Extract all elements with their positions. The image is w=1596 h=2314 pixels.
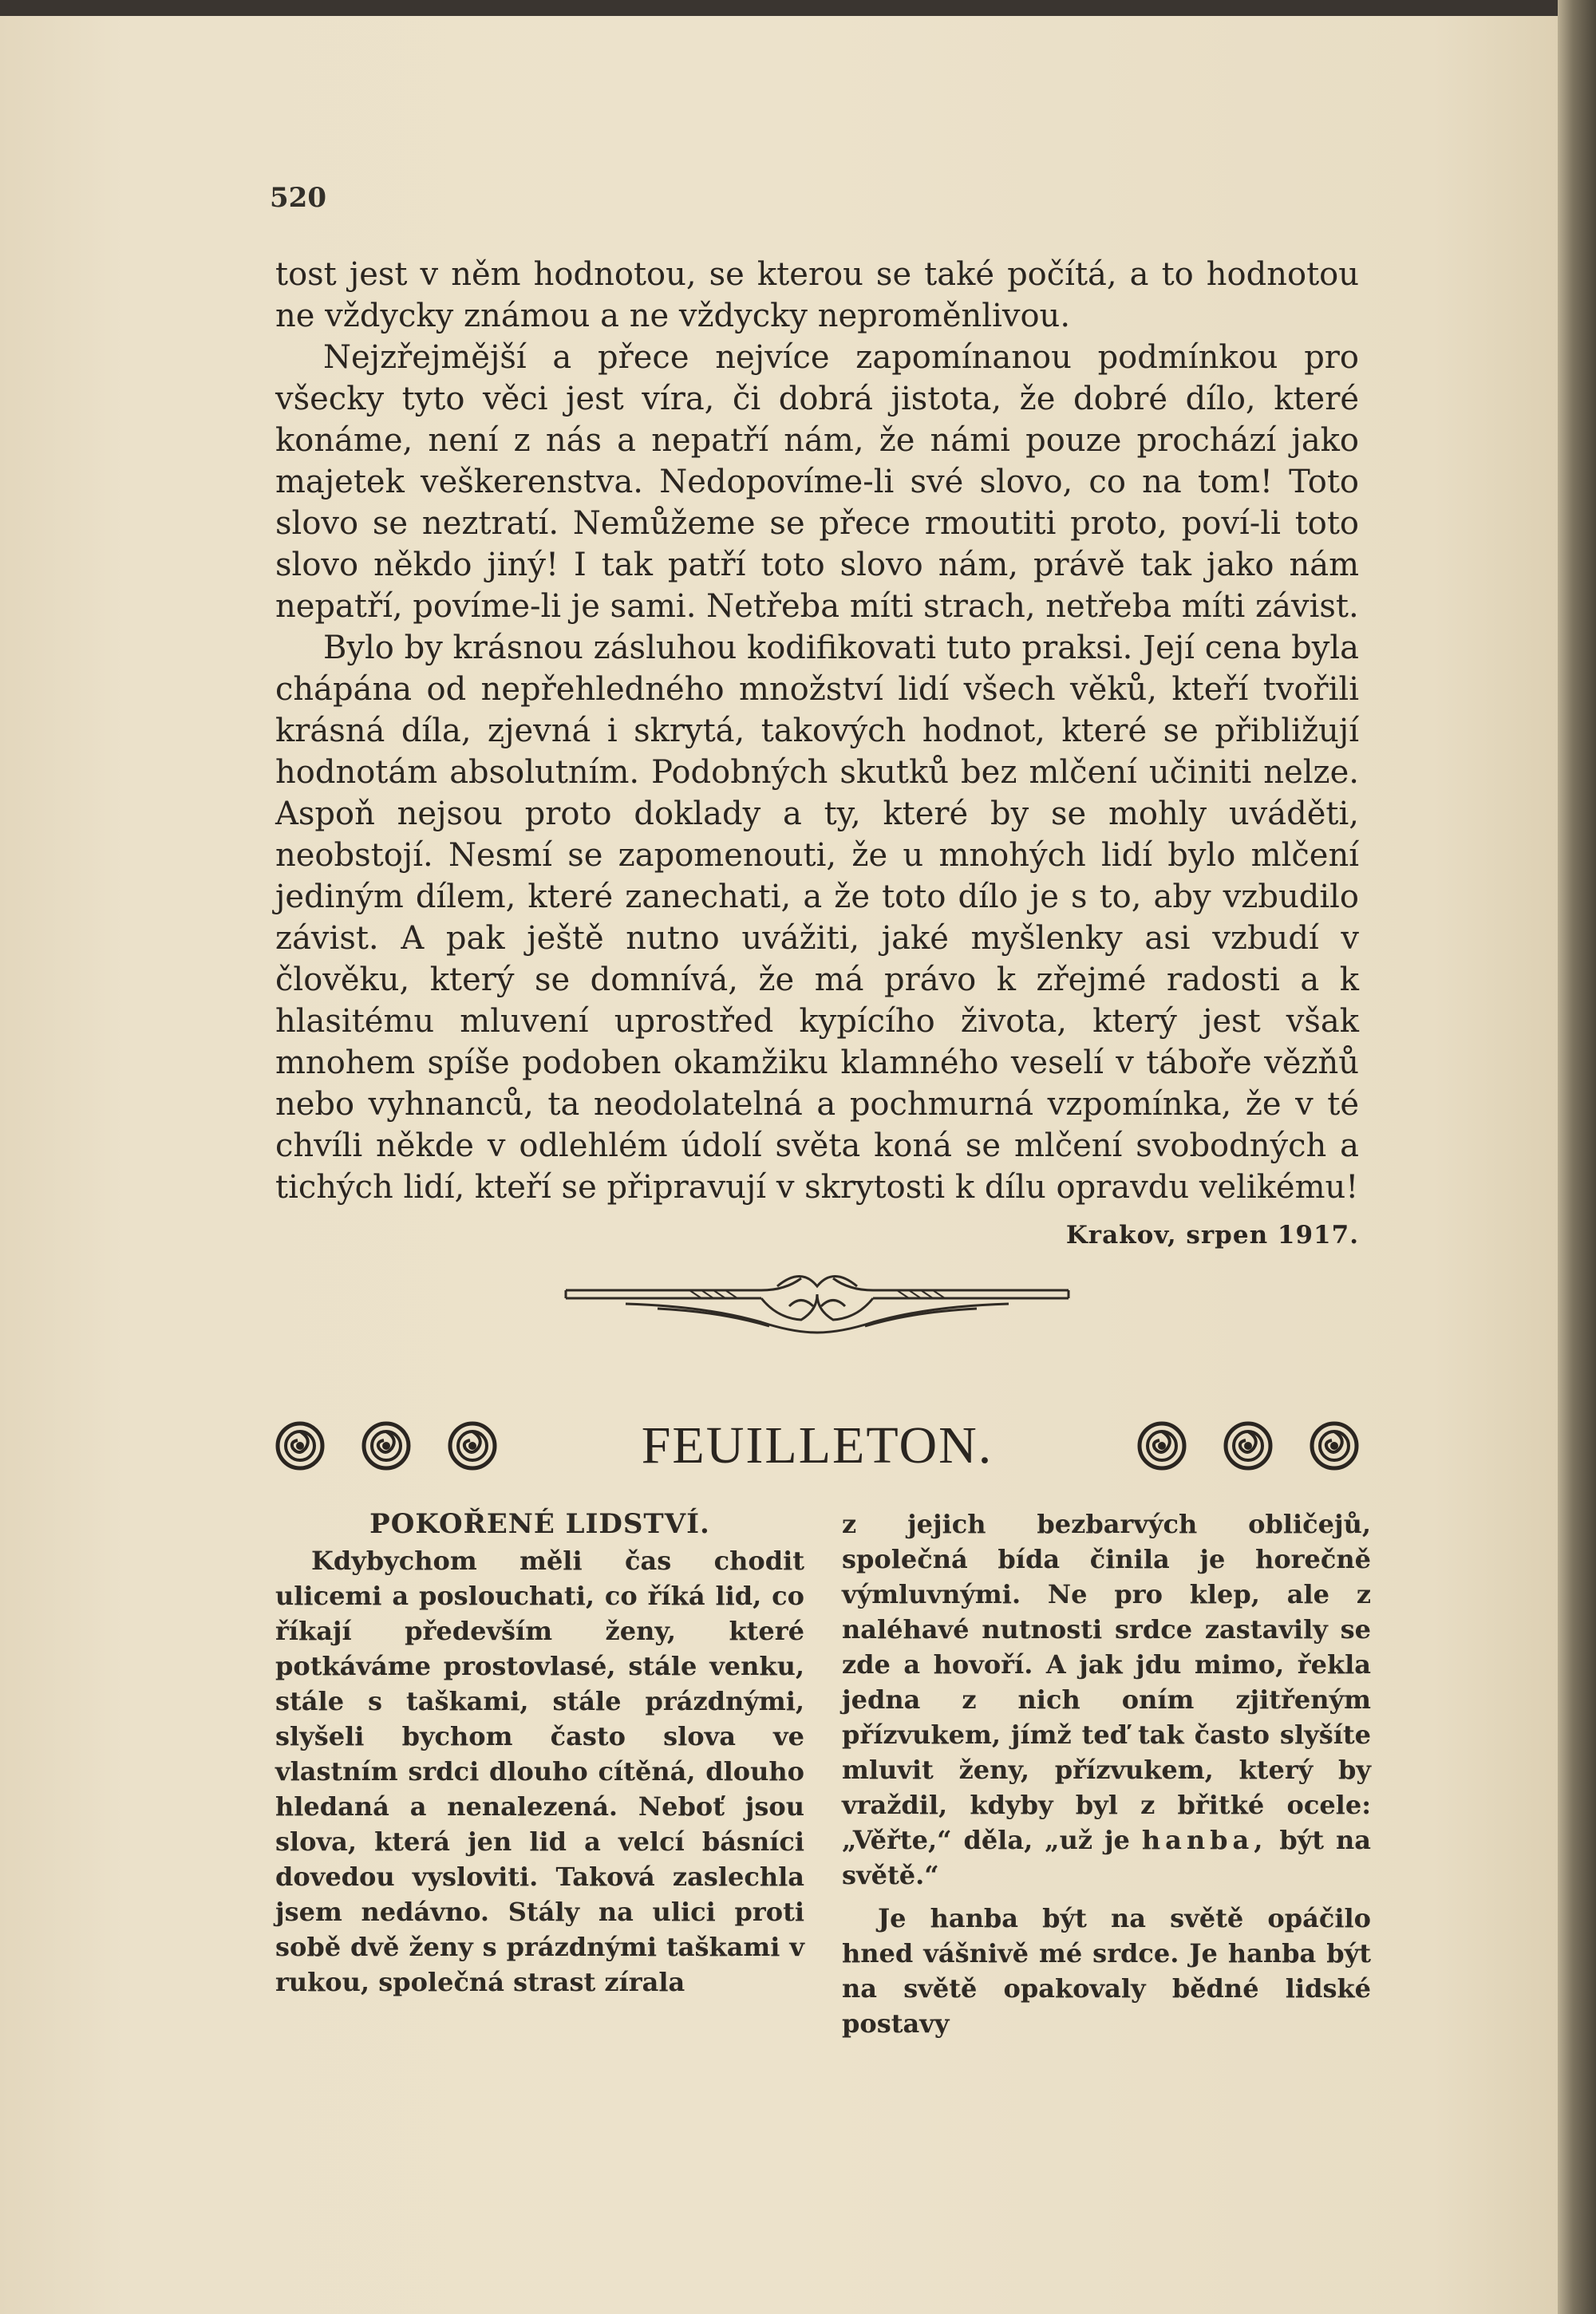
art-nouveau-divider-ornament-icon	[562, 1262, 1073, 1338]
left-rosettes	[275, 1421, 497, 1471]
signoff-place-date: Krakov, srpen 1917.	[1065, 1221, 1359, 1250]
feuilleton-article-heading: POKOŘENÉ LIDSTVÍ.	[369, 1508, 710, 1540]
right-column-text-part: z jejich bezbarvých obličejů, společná bída činila je horečně výmluvnými. Ne pro klep, ale z naléhavé nutnosti srdce zastavily se zde a hovoří. A jak jdu mimo, řekla jedna z nich oním zjitřeným přízvukem, jímž teď tak často slyšíte mluvit ženy, přízvukem, který by vraždil, kdyby byl z břitké ocele: „Věřte,“ děla, „už je	[842, 1509, 1371, 1855]
spiral-rosette-icon	[1310, 1421, 1359, 1471]
scan-right-edge	[1558, 0, 1596, 2314]
page-number: 520	[270, 182, 326, 214]
feuilleton-left-column	[275, 1506, 804, 2000]
feuilleton-header	[275, 1414, 1359, 1478]
paragraph-3	[275, 627, 1359, 1250]
right-column-text-part: být na světě.“	[842, 1825, 1372, 1890]
scan-top-edge	[0, 0, 1596, 16]
right-rosettes	[1137, 1421, 1359, 1471]
spiral-rosette-icon	[1223, 1421, 1273, 1471]
spiral-rosette-icon	[361, 1421, 411, 1471]
left-column-paragraph: Kdybychom měli čas chodit ulicemi a poslouchati, co říká lid, co říkají především ženy, které potkáváme prostovlasé, stále venku, stále s taškami, stále prázdnými, slyšeli bychom často slova ve vlastním srdci dlouho cítěná, dlouho hledaná a nenalezená. Neboť jsou slova, která jen lid a velcí básníci dovedou vysloviti. Taková zaslechla jsem nedávno. Stály na ulici proti sobě dvě ženy s prázdnými taškami v rukou, společná strast zírala	[275, 1546, 804, 1997]
paragraph-1: tost jest v něm hodnotou, se kterou se také počítá, a to hodnotou ne vždycky známou a ne vždycky neproměnlivou.	[275, 256, 1359, 334]
paragraph-2: Nejzřejmější a přece nejvíce zapomínanou podmínkou pro všecky tyto věci jest víra, či dobrá jistota, že dobré dílo, které konáme, není z nás a nepatří nám, že námi pouze prochází jako majetek veškerenstva. Nedopovíme-li své slovo, co na tom! Toto slovo se neztratí. Nemůžeme se přece rmoutiti proto, poví-li toto slovo někdo jiný! I tak patří toto slovo nám, právě tak jako nám nepatří, povíme-li je sami. Netřeba míti strach, netřeba míti závist.	[275, 339, 1359, 625]
right-column-paragraph-1	[842, 1506, 1371, 1893]
spaced-emphasis-word: hanba,	[1141, 1825, 1268, 1855]
feuilleton-right-column	[842, 1506, 1371, 2041]
paragraph-3-text: Bylo by krásnou zásluhou kodifikovati tuto praksi. Její cena byla chápána od nepřehledného množství lidí všech věků, kteří tvořili krásná díla, zjevná i skrytá, takových hodnot, které se přibližují hodnotám absolutním. Podobných skutků bez mlčení učiniti nelze. Aspoň nejsou proto doklady a ty, které by se mohly uváděti, neobstojí. Nesmí se zapomenouti, že u mnohých lidí bylo mlčení jediným dílem, které zanechati, a že toto dílo je s to, aby vzbudilo závist. A pak ještě nutno uvážiti, jaké myšlenky asi vzbudí v člověku, který se domnívá, že má právo k zřejmé radosti a k hlasitému mluvení uprostřed kypícího života, který jest však mnohem spíše podoben okamžiku klamného veselí v táboře vězňů nebo vyhnanců, ta neodolatelná a pochmurná vzpomínka, že v té chvíli někde v odlehlém údolí světa koná se mlčení svobodných a tichých lidí, kteří se připravují v skrytosti k dílu opravdu velikému!	[275, 630, 1359, 1206]
right-column-paragraph-2: Je hanba být na světě opáčilo hned vášnivě mé srdce. Je hanba být na světě opakovaly bědné lidské postavy	[842, 1903, 1371, 2039]
spiral-rosette-icon	[448, 1421, 497, 1471]
spiral-rosette-icon	[1137, 1421, 1187, 1471]
spiral-rosette-icon	[275, 1421, 325, 1471]
section-title: FEUILLETON.	[641, 1416, 994, 1475]
main-article-text	[275, 254, 1359, 1256]
